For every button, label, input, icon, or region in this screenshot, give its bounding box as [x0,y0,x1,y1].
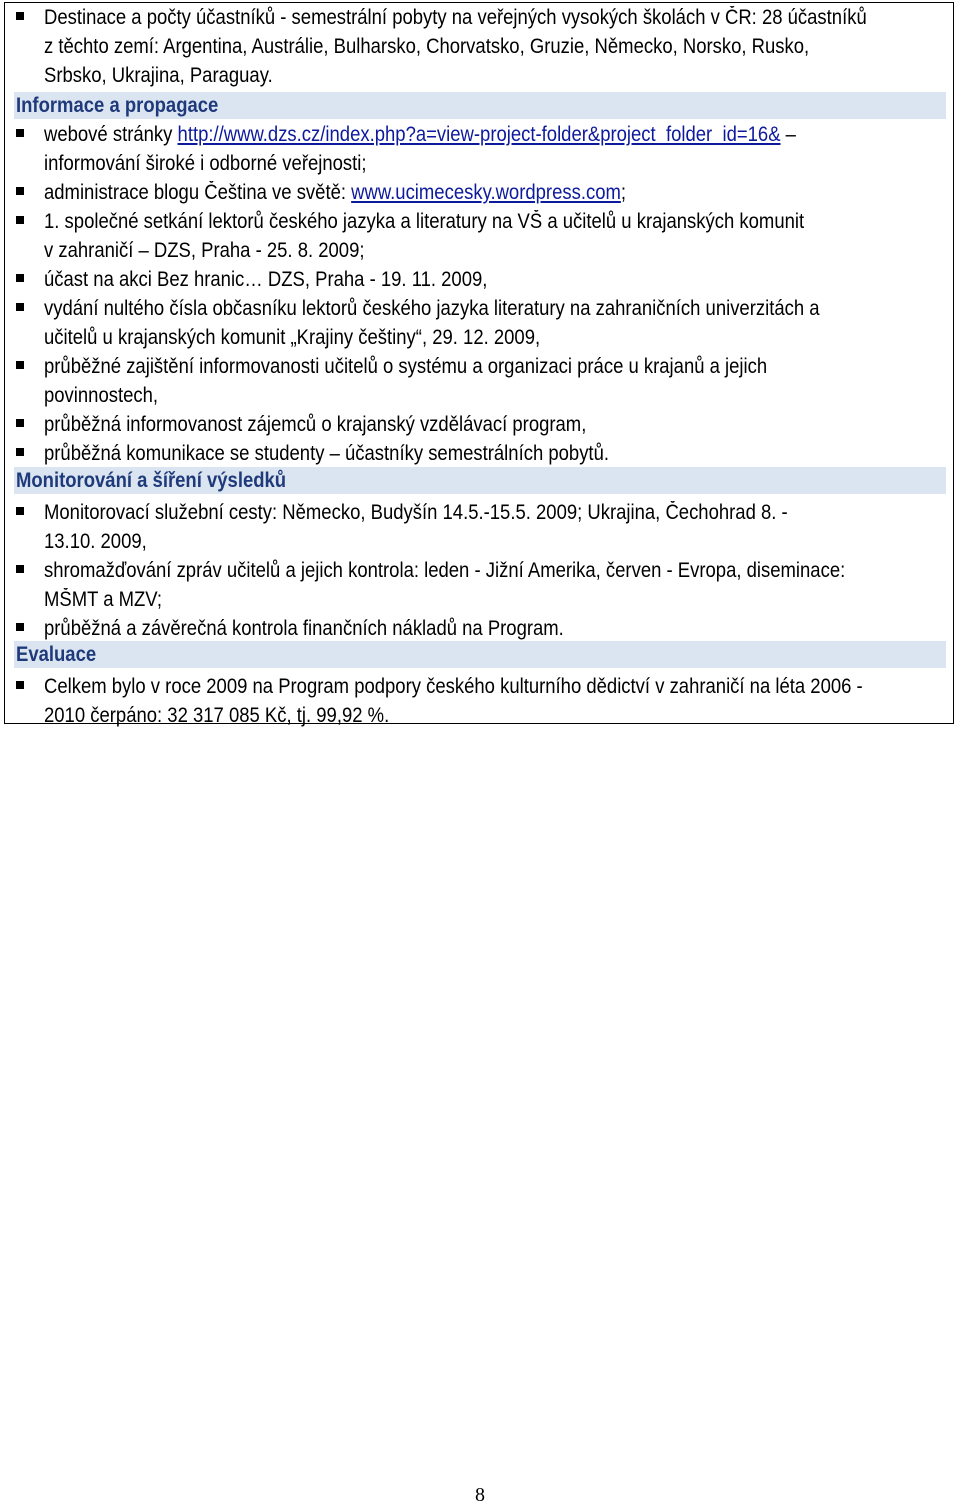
section-heading-info-text: Informace a propagace [16,94,219,117]
magazine-line-2: učitelů u krajanských komunit „Krajiny češtiny“, 29. 12. 2009, [44,326,541,349]
reports-line-1: shromažďování zpráv učitelů a jejich kontrola: leden - Jižní Amerika, červen - Evropa, diseminace: [44,559,846,582]
blog-line [44,179,840,207]
bullet-icon [16,448,24,456]
bullet-icon [16,274,24,282]
bullet-icon [16,361,24,369]
event-line: účast na akci Bez hranic… DZS, Praha - 19. 11. 2009, [44,268,488,291]
meeting-line-1: 1. společné setkání lektorů českého jazyka a literatury na VŠ a učitelů u krajanských komunit [44,210,805,233]
intro-line-1: Destinace a počty účastníků - semestrální pobyty na veřejných vysokých školách v ČR: 28 účastníků [44,6,867,29]
blog-suffix: ; [620,181,627,204]
students-line: průběžná komunikace se studenty – účastníky semestrálních pobytů. [44,442,609,465]
dzs-project-link[interactable]: http://www.dzs.cz/index.php?a=view-project-folder&project_folder_id=16& [177,123,781,146]
section-heading-evaluation [14,641,946,668]
section-heading-info [14,92,946,119]
evaluation-line-1: Celkem bylo v roce 2009 na Program podpory českého kulturního dědictví v zahraničí na léta 2006 - [44,675,863,698]
blog-prefix: administrace blogu Čeština ve světě: [44,181,352,204]
section-heading-evaluation-text: Evaluace [16,643,97,666]
bullet-icon [16,187,24,195]
web-line-2: informování široké i odborné veřejnosti; [44,152,367,175]
bullet-icon [16,12,24,20]
teachers-line-2: povinnostech, [44,384,159,407]
web-suffix: – [780,123,796,146]
trips-line-2: 13.10. 2009, [44,530,147,553]
evaluation-line-2: 2010 čerpáno: 32 317 085 Kč, tj. 99,92 %. [44,704,390,727]
trips-line-1: Monitorovací služební cesty: Německo, Budyšín 14.5.-15.5. 2009; Ukrajina, Čechohrad 8. - [44,501,788,524]
bullet-icon [16,303,24,311]
bullet-icon [16,623,24,631]
blog-link[interactable]: www.ucimecesky.wordpress.com [351,181,621,204]
section-heading-monitoring-text: Monitorování a šíření výsledků [16,469,287,492]
section-heading-monitoring [14,467,946,494]
finance-line: průběžná a závěrečná kontrola finančních nákladů na Program. [44,617,564,640]
page-number: 8 [475,1484,485,1506]
bullet-icon [16,419,24,427]
meeting-line-2: v zahraničí – DZS, Praha - 25. 8. 2009; [44,239,365,262]
magazine-line-1: vydání nultého čísla občasníku lektorů českého jazyka literatury na zahraničních univerzitách a [44,297,820,320]
interest-line: průběžná informovanost zájemců o krajanský vzdělávací program, [44,413,587,436]
bullet-icon [16,129,24,137]
intro-line-2: z těchto zemí: Argentina, Austrálie, Bulharsko, Chorvatsko, Gruzie, Německo, Norsko, Rusko, [44,35,810,58]
intro-line-3: Srbsko, Ukrajina, Paraguay. [44,64,273,87]
teachers-line-1: průběžné zajištění informovanosti učitelů o systému a organizaci práce u krajanů a jejich [44,355,768,378]
bullet-icon [16,216,24,224]
web-line [44,121,840,149]
bullet-icon [16,681,24,689]
reports-line-2: MŠMT a MZV; [44,588,163,611]
bullet-icon [16,507,24,515]
bullet-icon [16,565,24,573]
web-prefix: webové stránky [44,123,178,146]
